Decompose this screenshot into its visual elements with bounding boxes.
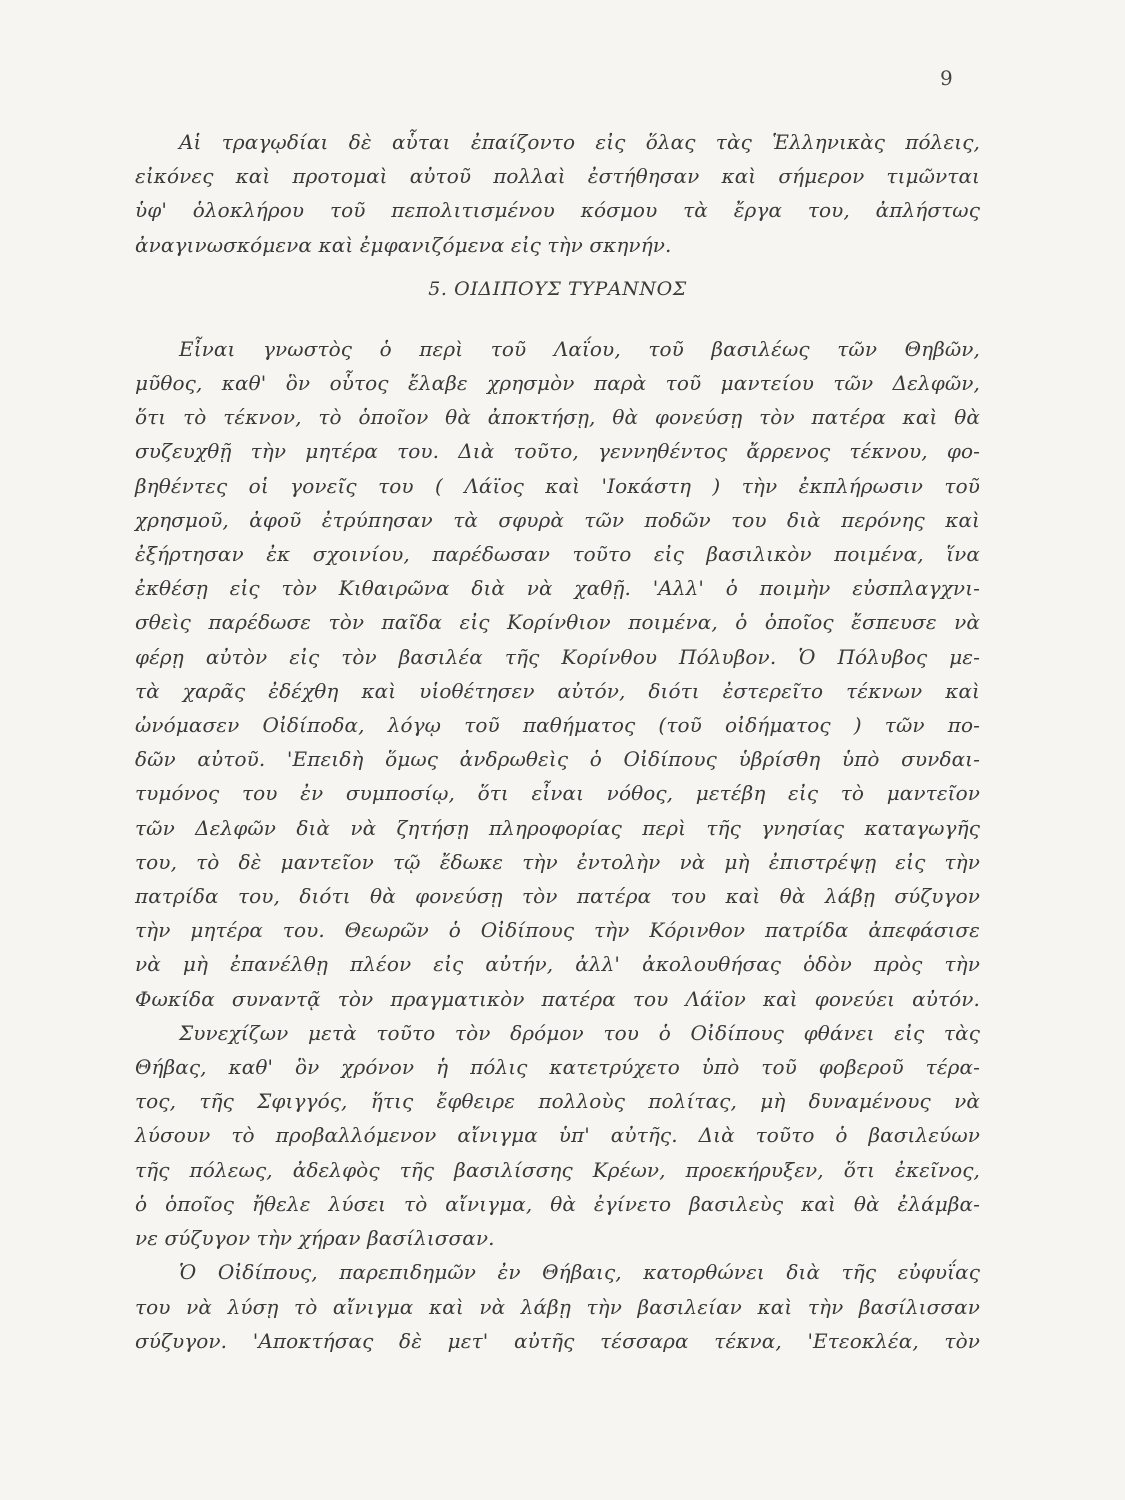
text-line: τυμόνος του ἐν συμποσίῳ, ὅτι εἶναι νόθος, μετέβη εἰς τὸ μαντεῖον [135,781,980,806]
text-line: βηθέντες οἱ γονεῖς του ( Λάϊος καὶ 'Ιοκάστη ) τὴν ἐκπλήρωσιν τοῦ [135,473,980,498]
text-line: ὅτι τὸ τέκνον, τὸ ὁποῖον θὰ ἀποκτήσῃ, θὰ φονεύσῃ τὸν πατέρα καὶ θὰ [135,405,980,430]
text-line: Φωκίδα συναντᾷ τὸν πραγματικὸν πατέρα του Λάϊον καὶ φονεύει αὐτόν. [135,986,980,1011]
text-line: φέρῃ αὐτὸν εἰς τὸν βασιλέα τῆς Κορίνθου Πόλυβον. Ὁ Πόλυβος με- [135,644,980,669]
text-line: ὠνόμασεν Οἰδίποδα, λόγῳ τοῦ παθήματος (τοῦ οἰδήματος ) τῶν πο- [135,713,980,738]
text-line: ἐκθέσῃ εἰς τὸν Κιθαιρῶνα διὰ νὰ χαθῇ. 'Αλλ' ὁ ποιμὴν εὐσπλαγχνι- [135,576,980,601]
section-heading: 5. ΟΙΔΙΠΟΥΣ ΤΥΡΑΝΝΟΣ [428,277,687,300]
text-line: του νὰ λύσῃ τὸ αἴνιγμα καὶ νὰ λάβῃ τὴν βασιλείαν καὶ τὴν βασίλισσαν [135,1294,980,1319]
text-line: πατρίδα του, διότι θὰ φονεύσῃ τὸν πατέρα του καὶ θὰ λάβῃ σύζυγον [135,884,980,909]
text-line: Εἶναι γνωστὸς ὁ περὶ τοῦ Λαΐου, τοῦ βασιλέως τῶν Θηβῶν, [179,336,980,361]
text-line: ἐξήρτησαν ἐκ σχοινίου, παρέδωσαν τοῦτο εἰς βασιλικὸν ποιμένα, ἵνα [135,542,980,567]
text-line: νὰ μὴ ἐπανέλθῃ πλέον εἰς αὐτήν, ἀλλ' ἀκολουθήσας ὁδὸν πρὸς τὴν [135,952,980,977]
text-line: Θήβας, καθ' ὃν χρόνον ἡ πόλις κατετρύχετο ὑπὸ τοῦ φοβεροῦ τέρα- [135,1055,980,1080]
paragraph-sphinx [135,1016,980,1255]
paragraph-intro [135,125,980,262]
text-line: ἀναγινωσκόμενα καὶ ἐμφανιζόμενα εἰς τὴν σκηνήν. [135,232,672,257]
text-line: τὰ χαρᾶς ἐδέχθη καὶ υἱοθέτησεν αὐτόν, διότι ἐστερεῖτο τέκνων καὶ [135,678,980,703]
text-line: Συνεχίζων μετὰ τοῦτο τὸν δρόμον του ὁ Οἰδίπους φθάνει εἰς τὰς [179,1020,980,1045]
text-line: του, τὸ δὲ μαντεῖον τῷ ἔδωκε τὴν ἐντολὴν νὰ μὴ ἐπιστρέψῃ εἰς τὴν [135,849,980,874]
text-line: τῆς πόλεως, ἀδελφὸς τῆς βασιλίσσης Κρέων, προεκήρυξεν, ὅτι ἐκεῖνος, [135,1157,980,1182]
text-line: δῶν αὐτοῦ. 'Επειδὴ ὅμως ἀνδρωθεὶς ὁ Οἰδίπους ὑβρίσθη ὑπὸ συνδαι- [135,747,980,772]
text-line: σθεὶς παρέδωσε τὸν παῖδα εἰς Κορίνθιον ποιμένα, ὁ ὁποῖος ἔσπευσε νὰ [135,610,980,635]
text-line: ὁ ὁποῖος ἤθελε λύσει τὸ αἴνιγμα, θὰ ἐγίνετο βασιλεὺς καὶ θὰ ἐλάμβα- [135,1191,980,1216]
paragraph-myth [135,332,980,1016]
text-line: χρησμοῦ, ἀφοῦ ἐτρύπησαν τὰ σφυρὰ τῶν ποδῶν του διὰ περόνης καὶ [135,507,980,532]
text-line: τῶν Δελφῶν διὰ νὰ ζητήσῃ πληροφορίας περὶ τῆς γνησίας καταγωγῆς [135,815,980,840]
text-line: εἰκόνες καὶ προτομαὶ αὐτοῦ πολλαὶ ἐστήθησαν καὶ σήμερον τιμῶνται [135,164,980,189]
text-line: Αἱ τραγῳδίαι δὲ αὗται ἐπαίζοντο εἰς ὅλας τὰς Ἑλληνικὰς πόλεις, [179,130,980,154]
body-text [135,125,980,1358]
text-line: συζευχθῇ τὴν μητέρα του. Διὰ τοῦτο, γεννηθέντος ἄρρενος τέκνου, φο- [135,439,980,464]
text-line: τὴν μητέρα του. Θεωρῶν ὁ Οἰδίπους τὴν Κόρινθον πατρίδα ἀπεφάσισε [135,918,980,943]
text-line: λύσουν τὸ προβαλλόμενον αἴνιγμα ὑπ' αὐτῆς. Διὰ τοῦτο ὁ βασιλεύων [135,1123,980,1148]
text-line: ὑφ' ὁλοκλήρου τοῦ πεπολιτισμένου κόσμου τὰ ἔργα του, ἀπλήστως [135,198,980,223]
text-line: νε σύζυγον τὴν χήραν βασίλισσαν. [135,1226,495,1251]
text-line: μῦθος, καθ' ὃν οὗτος ἔλαβε χρησμὸν παρὰ τοῦ μαντείου τῶν Δελφῶν, [135,371,980,396]
text-line: σύζυγον. 'Αποκτήσας δὲ μετ' αὐτῆς τέσσαρα τέκνα, 'Ετεοκλέα, τὸν [135,1328,980,1353]
text-line: Ὁ Οἰδίπους, παρεπιδημῶν ἐν Θήβαις, κατορθώνει διὰ τῆς εὐφυΐας [179,1260,980,1285]
page-number: 9 [940,66,953,90]
text-line: τος, τῆς Σφιγγός, ἥτις ἔφθειρε πολλοὺς πολίτας, μὴ δυναμένους νὰ [135,1089,980,1114]
paragraph-throne [135,1255,980,1358]
